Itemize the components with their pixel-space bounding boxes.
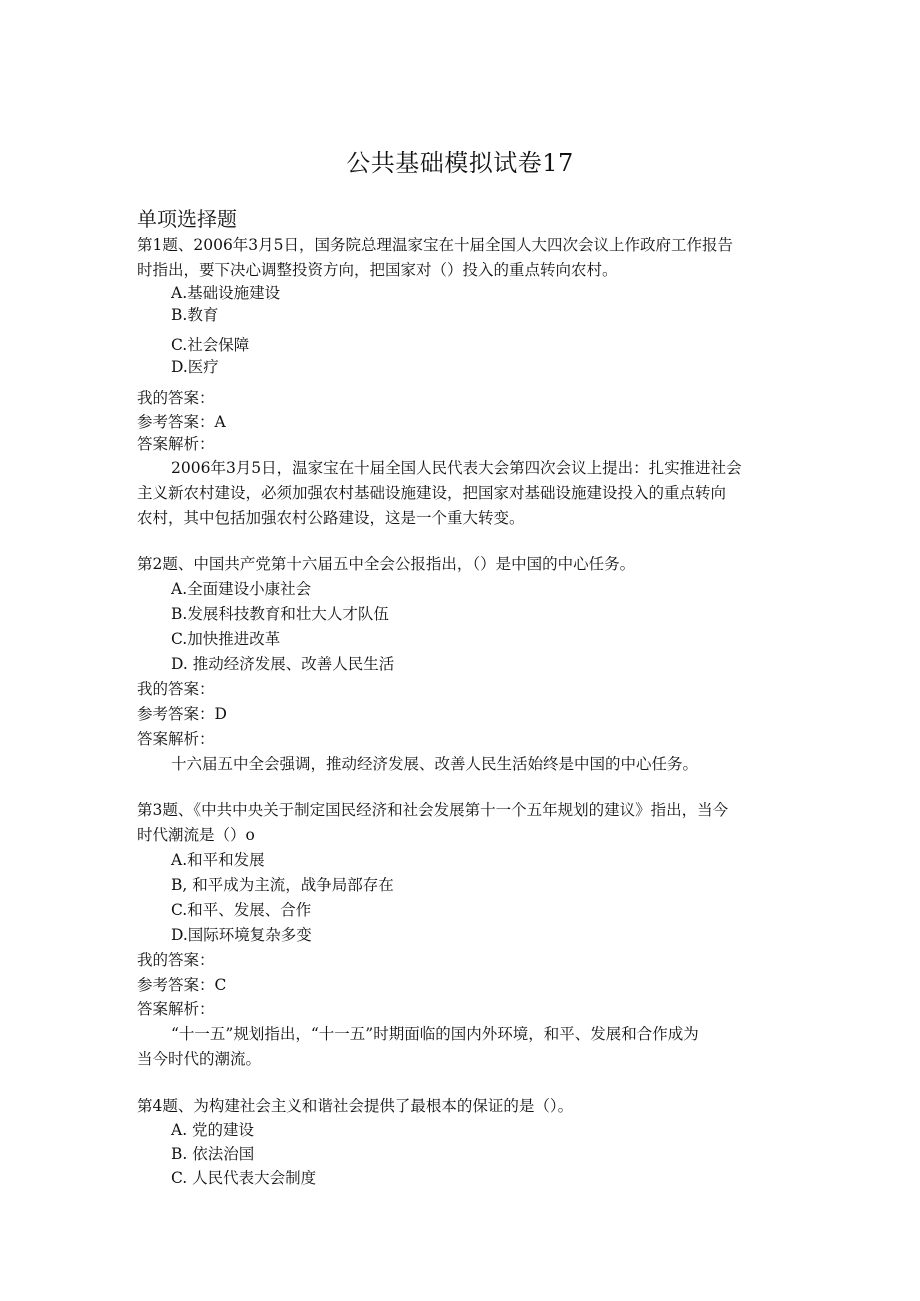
question-3-option-c: C.和平、发展、合作 bbox=[171, 901, 312, 919]
question-1-analysis-line-3: 农村，其中包括加强农村公路建设，这是一个重大转变。 bbox=[137, 509, 525, 527]
question-2-option-c: C.加快推进改革 bbox=[171, 630, 281, 648]
question-2-analysis-line-1: 十六届五中全会强调，推动经济发展、改善人民生活始终是中国的中心任务。 bbox=[171, 755, 699, 773]
question-3-analysis-line-2: 当今时代的潮流。 bbox=[137, 1050, 262, 1068]
question-3-stem-line-1: 第3题、《中共中央关于制定国民经济和社会发展第十一个五年规划的建议》指出，当今 bbox=[137, 801, 729, 819]
question-1-stem-line-1: 第1题、2006年3月5日，国务院总理温家宝在十届全国人大四次会议上作政府工作报告 bbox=[137, 236, 734, 254]
question-2-reference-answer: 参考答案：D bbox=[137, 705, 227, 723]
question-3-my-answer: 我的答案： bbox=[137, 951, 215, 969]
question-2-option-b: B.发展科技教育和壮大人才队伍 bbox=[171, 605, 389, 623]
question-1-analysis-line-2: 主义新农村建设，必须加强农村基础设施建设，把国家对基础设施建设投入的重点转向 bbox=[137, 484, 727, 502]
question-1-analysis-line-1: 2006年3月5日，温家宝在十届全国人民代表大会第四次会议上提出：扎实推进社会 bbox=[171, 459, 742, 477]
question-1-stem-line-2: 时指出，要下决心调整投资方向，把国家对（）投入的重点转向农村。 bbox=[137, 261, 618, 279]
question-2-stem-line-1: 第2题、中国共产党第十六届五中全会公报指出，（）是中国的中心任务。 bbox=[137, 555, 636, 573]
question-4-option-a: A. 党的建设 bbox=[171, 1121, 255, 1139]
question-3-reference-answer: 参考答案：C bbox=[137, 976, 227, 994]
document-title: 公共基础模拟试卷17 bbox=[346, 149, 574, 177]
question-4-option-c: C. 人民代表大会制度 bbox=[171, 1169, 317, 1187]
question-4-stem-line-1: 第4题、为构建社会主义和谐社会提供了最根本的保证的是（）。 bbox=[137, 1097, 574, 1115]
question-3-stem-line-2: 时代潮流是（）o bbox=[137, 826, 255, 844]
question-3-analysis-label: 答案解析： bbox=[137, 1000, 215, 1018]
question-1-my-answer: 我的答案： bbox=[137, 389, 215, 407]
question-3-option-a: A.和平和发展 bbox=[171, 851, 265, 869]
question-3-option-d: D.国际环境复杂多变 bbox=[171, 926, 312, 944]
question-2-option-a: A.全面建设小康社会 bbox=[171, 580, 312, 598]
question-1-option-c: C.社会保障 bbox=[171, 336, 250, 354]
question-1-option-b: B.教育 bbox=[171, 306, 219, 324]
question-3-option-b: B, 和平成为主流，战争局部存在 bbox=[171, 876, 394, 894]
question-4-option-b: B. 依法治国 bbox=[171, 1145, 255, 1163]
question-2-analysis-label: 答案解析： bbox=[137, 730, 215, 748]
question-2-my-answer: 我的答案： bbox=[137, 680, 215, 698]
question-1-reference-answer: 参考答案：A bbox=[137, 413, 226, 431]
question-3-analysis-line-1: “十一五”规划指出，“十一五”时期面临的国内外环境，和平、发展和合作成为 bbox=[171, 1025, 699, 1043]
question-1-analysis-label: 答案解析： bbox=[137, 435, 215, 453]
question-1-option-d: D.医疗 bbox=[171, 358, 219, 376]
section-heading: 单项选择题 bbox=[137, 207, 237, 231]
question-1-option-a: A.基础设施建设 bbox=[171, 284, 281, 302]
question-2-option-d: D. 推动经济发展、改善人民生活 bbox=[171, 655, 395, 673]
